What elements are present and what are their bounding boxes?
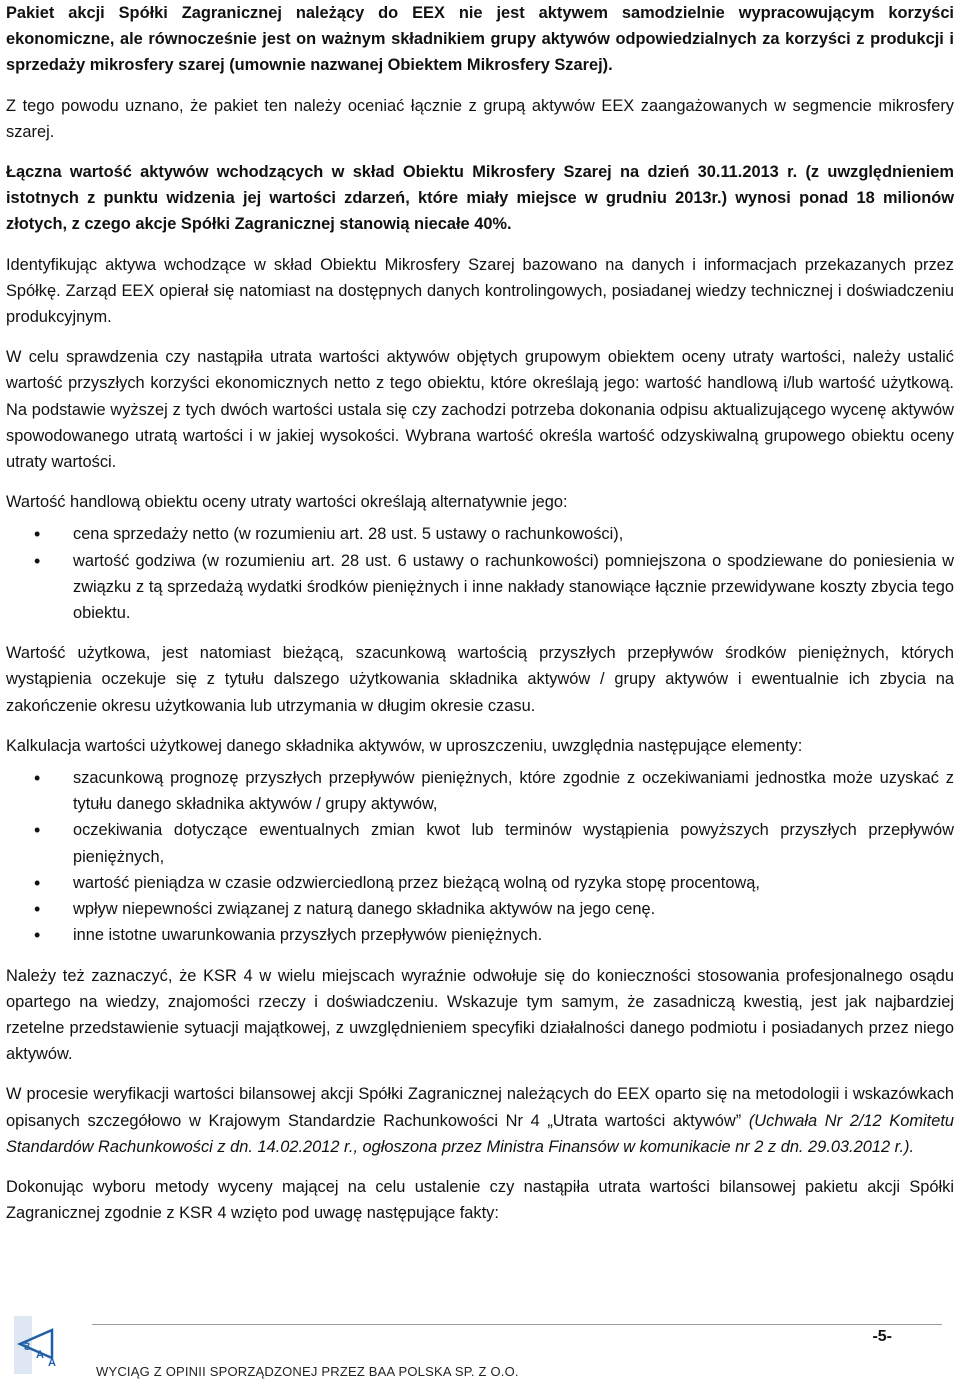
page-number: -5-	[872, 1328, 892, 1345]
paragraph-ksr4-judgement: Należy też zaznaczyć, że KSR 4 w wielu miejscach wyraźnie odwołuje się do konieczności stosowania profesjonalnego osądu opartego na wiedzy, znajomości rzeczy i doświadczeniu. Wskazuje tym samym, że zasadniczą kwestią, jest jak najbardziej rzetelne przedstawienie sytuacji majątkowej, z uwzględnieniem specyfiki działalności danego podmiotu i posiadanych przez niego aktywów.	[6, 966, 954, 1064]
footer-text: WYCIĄG Z OPINII SPORZĄDZONEJ PRZEZ BAA POLSKA SP. Z O.O.	[96, 1364, 519, 1379]
paragraph-method-choice: Dokonując wyboru metody wyceny mającej na celu ustalenie czy nastąpiła utrata wartości bilansowej pakietu akcji Spółki Zagranicznej zgodnie z KSR 4 wzięto pod uwagę następujące fakty:	[6, 1177, 954, 1223]
paragraph-value-in-use: Wartość użytkowa, jest natomiast bieżącą, szacunkową wartością przyszłych przepływów środków pieniężnych, których wystąpienia oczekuje się z tytułu dalszego użytkowania składnika aktywów / grupy aktywów i ewentualnie ich zbycia na zakończenie okresu użytkowania lub utrzymania w długim okresie czasu.	[6, 644, 954, 715]
paragraph-calculation-intro: Kalkulacja wartości użytkowej danego składnika aktywów, w uproszczeniu, uwzględnia następujące elementy:	[6, 736, 803, 755]
verification-citation: (Uchwała Nr 2/12 Komitetu Standardów Rachunkowości z dn. 14.02.2012 r., ogłoszona przez Ministra Finansów w komunikacie nr 2 z dn. 29.03.2012 r.).	[6, 1111, 954, 1156]
paragraph-market-value-intro: Wartość handlową obiektu oceny utraty wartości określają alternatywnie jego:	[6, 493, 568, 512]
svg-text:A: A	[48, 1357, 56, 1369]
paragraph-verification-process	[6, 1081, 954, 1160]
verification-text: W procesie weryfikacji wartości bilansowej akcji Spółki Zagranicznej należących do EEX oparto się na metodologii i wskazówkach opisanych szczegółowo w Krajowym Standardzie Rachunkowości Nr 4 „Utrata wartości aktywów”	[6, 1085, 954, 1130]
page-footer	[0, 1302, 960, 1386]
list-item: • wpływ niepewności związanej z naturą danego składnika aktywów na jego cenę.	[6, 896, 954, 922]
paragraph-impairment-check: W celu sprawdzenia czy nastąpiła utrata wartości aktywów objętych grupowym obiektem oceny utraty wartości, należy ustalić wartość przyszłych korzyści ekonomicznych netto z tego obiektu, które określają jego: wartość handlową i/lub wartość użytkową. Na podstawie wyższej z tych dwóch wartości ustala się czy zachodzi potrzeba dokonania odpisu aktualizującego wycenę aktywów spowodowanego utratą wartości i w jakiej wysokości. Wybrana wartość określa wartość odzyskiwalną grupowego obiektu oceny utraty wartości.	[6, 348, 954, 472]
paragraph-total-value: Łączna wartość aktywów wchodzących w skład Obiektu Mikrosfery Szarej na dzień 30.11.2013 r. (z uwzględnieniem istotnych z punktu widzenia jej wartości zdarzeń, które miały miejsce w grudniu 2013r.) wynosi ponad 18 milionów złotych, z czego akcje Spółki Zagranicznej stanowią niecałe 40%.	[6, 163, 954, 234]
svg-text:3: 3	[24, 1341, 31, 1353]
svg-text:A: A	[36, 1349, 44, 1361]
list-item: • inne istotne uwarunkowania przyszłych przepływów pieniężnych.	[6, 922, 954, 948]
baa-logo-icon	[10, 1306, 68, 1378]
list-item: • oczekiwania dotyczące ewentualnych zmian kwot lub terminów wystąpienia powyższych przyszłych przepływów pieniężnych,	[6, 817, 954, 869]
paragraph-reason: Z tego powodu uznano, że pakiet ten należy oceniać łącznie z grupą aktywów EEX zaangażowanych w segmencie mikrosfery szarej.	[6, 96, 954, 141]
list-item: • wartość pieniądza w czasie odzwierciedloną przez bieżącą wolną od ryzyka stopę procentową,	[6, 870, 954, 896]
paragraph-intro: Pakiet akcji Spółki Zagranicznej należący do EEX nie jest aktywem samodzielnie wypracowującym korzyści ekonomiczne, ale równocześnie jest on ważnym składnikiem grupy aktywów odpowiedzialnych za korzyści z produkcji i sprzedaży mikrosfery szarej (umownie nazwanej Obiektem Mikrosfery Szarej).	[6, 4, 954, 75]
list-item: • cena sprzedaży netto (w rozumieniu art. 28 ust. 5 ustawy o rachunkowości),	[6, 521, 954, 547]
list-item: • wartość godziwa (w rozumieniu art. 28 ust. 6 ustawy o rachunkowości) pomniejszona o spodziewane do poniesienia w związku z tą sprzedażą wydatki środków pieniężnych i inne nakłady stanowiące łącznie przewidywane koszty zbycia tego obiektu.	[6, 548, 954, 627]
list-value-in-use-elements	[6, 765, 954, 948]
list-market-value	[6, 521, 954, 626]
list-item: • szacunkową prognozę przyszłych przepływów pieniężnych, które zgodnie z oczekiwaniami jednostka może uzyskać z tytułu danego składnika aktywów / grupy aktywów,	[6, 765, 954, 817]
footer-divider	[92, 1324, 942, 1325]
paragraph-identification: Identyfikując aktywa wchodzące w skład Obiektu Mikrosfery Szarej bazowano na danych i informacjach przekazanych przez Spółkę. Zarząd EEX opierał się natomiast na dostępnych danych kontrolingowych, posiadanej wiedzy technicznej i doświadczeniu produkcyjnym.	[6, 255, 954, 327]
